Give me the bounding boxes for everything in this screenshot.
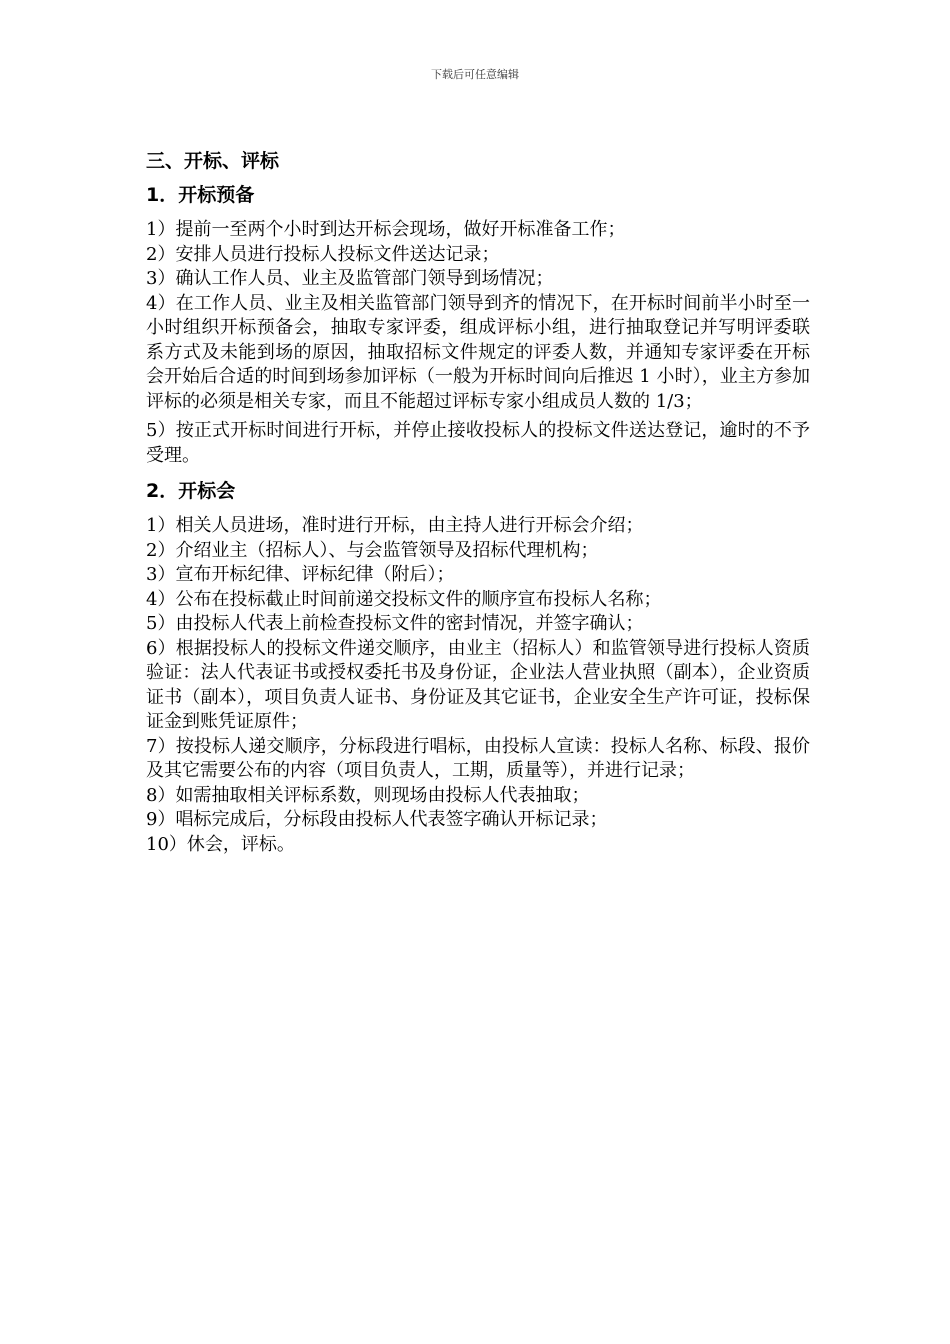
part2-list bbox=[146, 514, 810, 857]
part1-item-1: 1）提前一至两个小时到达开标会现场，做好开标准备工作； bbox=[146, 219, 626, 240]
part2-item-6: 6）根据投标人的投标文件递交顺序，由业主（招标人）和监管领导进行投标人资质验证：法人代表证书或授权委托书及身份证，企业法人营业执照（副本），企业资质证书（副本），项目负责人证书、身份证及其它证书，企业安全生产许可证，投标保证金到账凭证原件； bbox=[146, 637, 810, 732]
document-body bbox=[146, 148, 810, 865]
part2-item-8: 8）如需抽取相关评标系数，则现场由投标人代表抽取； bbox=[146, 784, 590, 806]
part2-title: 2．开标会 bbox=[146, 480, 236, 502]
part1-item-5: 5）按正式开标时间进行开标，并停止接收投标人的投标文件送达登记，逾时的不予受理。 bbox=[146, 420, 810, 466]
part2-item-2: 2）介绍业主（招标人）、与会监管领导及招标代理机构； bbox=[146, 539, 599, 561]
part1-item-3: 3）确认工作人员、业主及监管部门领导到场情况； bbox=[146, 268, 554, 289]
part2-item-7: 7）按投标人递交顺序，分标段进行唱标，由投标人宣读：投标人名称、标段、报价及其它需要公布的内容（项目负责人，工期，质量等），并进行记录； bbox=[146, 735, 810, 781]
part2-item-9: 9）唱标完成后，分标段由投标人代表签字确认开标记录； bbox=[146, 809, 608, 830]
part1-item-4: 4）在工作人员、业主及相关监管部门领导到齐的情况下，在开标时间前半小时至一小时组织开标预备会，抽取专家评委，组成评标小组，进行抽取登记并写明评委联系方式及未能到场的原因，抽取招标文件规定的评委人数，并通知专家评委在开标会开始后合适的时间到场参加评标（一般为开标时间向后推迟 1 小时），业主方参加评标的必须是相关专家，而且不能超过评标专家小组成员人数的 1/3； bbox=[146, 292, 810, 412]
part2-item-1: 1）相关人员进场，准时进行开标，由主持人进行开标会介绍； bbox=[146, 515, 644, 536]
part2-item-5: 5）由投标人代表上前检查投标文件的密封情况，并签字确认； bbox=[146, 613, 644, 634]
part1-list bbox=[146, 218, 810, 468]
header-note: 下载后可任意编辑 bbox=[431, 68, 519, 81]
part1-item-2: 2）安排人员进行投标人投标文件送达记录； bbox=[146, 243, 500, 265]
part1-title: 1．开标预备 bbox=[146, 184, 255, 206]
part2-item-3: 3）宣布开标纪律、评标纪律（附后）； bbox=[146, 564, 455, 585]
section-title: 三、开标、评标 bbox=[146, 150, 280, 172]
part2-item-4: 4）公布在投标截止时间前递交投标文件的顺序宣布投标人名称； bbox=[146, 588, 662, 610]
part2-item-10: 10）休会，评标。 bbox=[146, 833, 295, 855]
